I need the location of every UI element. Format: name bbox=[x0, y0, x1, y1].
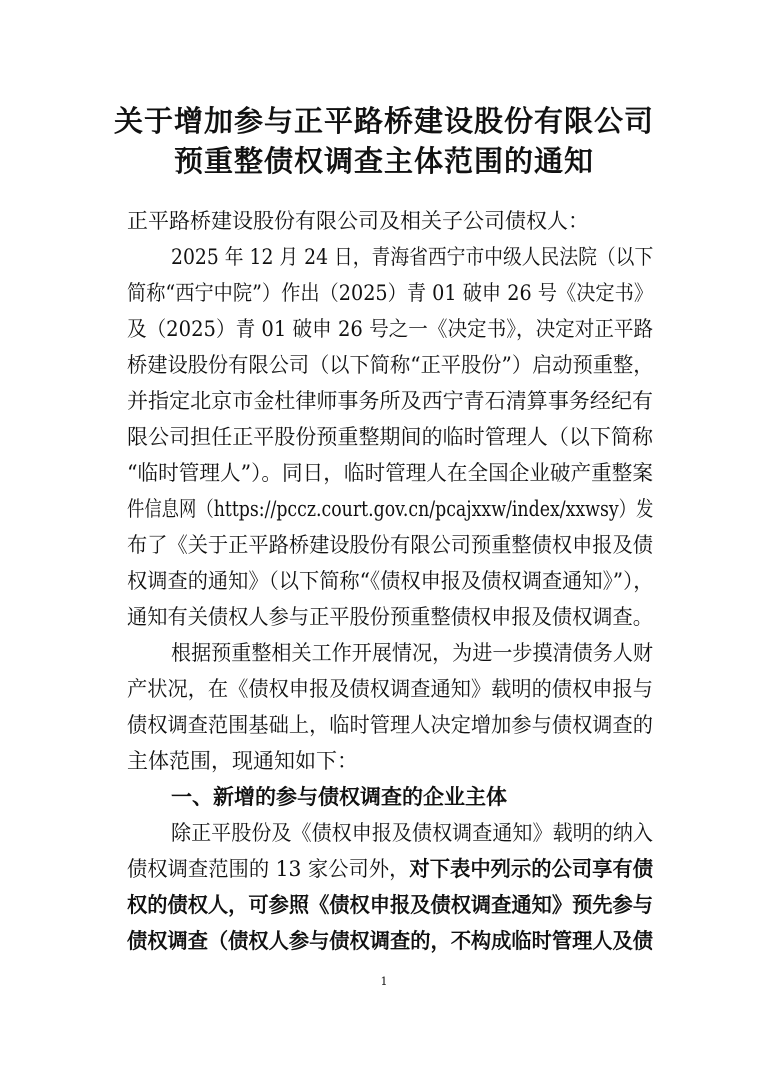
paragraph-line: 产状况，在《债权申报及债权调查通知》载明的债权申报与 bbox=[127, 677, 653, 701]
paragraph-line: “临时管理人”）。同日，临时管理人在全国企业破产重整案 bbox=[127, 461, 653, 485]
paragraph-line: 主体范围，现通知如下： bbox=[127, 749, 358, 773]
paragraph-line: 布了《关于正平路桥建设股份有限公司预重整债权申报及债 bbox=[127, 533, 653, 557]
section-heading: 一、新增的参与债权调查的企业主体 bbox=[171, 785, 507, 809]
paragraph-line: 限公司担任正平股份预重整期间的临时管理人（以下简称 bbox=[127, 425, 653, 449]
paragraph-line-bold: 债权调查（债权人参与债权调查的，不构成临时管理人及债 bbox=[127, 928, 653, 953]
paragraph-line: 债权调查范围基础上，临时管理人决定增加参与债权调查的 bbox=[127, 713, 653, 737]
paragraph-line bbox=[127, 854, 653, 884]
paragraph-line: 2025 年 12 月 24 日，青海省西宁市中级人民法院（以下 bbox=[171, 245, 654, 269]
page-number: 1 bbox=[380, 975, 388, 988]
title-line-2: 预重整债权调查主体范围的通知 bbox=[173, 144, 594, 178]
title-line-1: 关于增加参与正平路桥建设股份有限公司 bbox=[113, 104, 654, 138]
paragraph-line: 简称“西宁中院”）作出（2025）青 01 破申 26 号《决定书》 bbox=[127, 281, 654, 305]
salutation: 正平路桥建设股份有限公司及相关子公司债权人： bbox=[127, 209, 589, 233]
paragraph-line: 权调查的通知》（以下简称“《债权申报及债权调查通知》”）， bbox=[127, 569, 654, 593]
paragraph-line-url: 件信息网（https://pccz.court.gov.cn/pcajxxw/index/xxwsy）发 bbox=[127, 497, 654, 521]
paragraph-line: 及（2025）青 01 破申 26 号之一《决定书》，决定对正平路 bbox=[127, 317, 654, 341]
paragraph-line: 除正平股份及《债权申报及债权调查通知》载明的纳入 bbox=[171, 821, 653, 845]
paragraph-line: 通知有关债权人参与正平股份预重整债权申报及债权调查。 bbox=[127, 605, 653, 629]
bold-text: 对下表中列示的公司享有债 bbox=[409, 856, 654, 881]
paragraph-line-bold: 权的债权人，可参照《债权申报及债权调查通知》预先参与 bbox=[127, 892, 653, 917]
paragraph-line: 桥建设股份有限公司（以下简称“正平股份”）启动预重整， bbox=[127, 353, 654, 377]
normal-text: 债权调查范围的 13 家公司外， bbox=[127, 857, 410, 881]
paragraph-line: 并指定北京市金杜律师事务所及西宁青石清算事务经纪有 bbox=[127, 389, 653, 413]
paragraph-line: 根据预重整相关工作开展情况，为进一步摸清债务人财 bbox=[171, 641, 653, 665]
